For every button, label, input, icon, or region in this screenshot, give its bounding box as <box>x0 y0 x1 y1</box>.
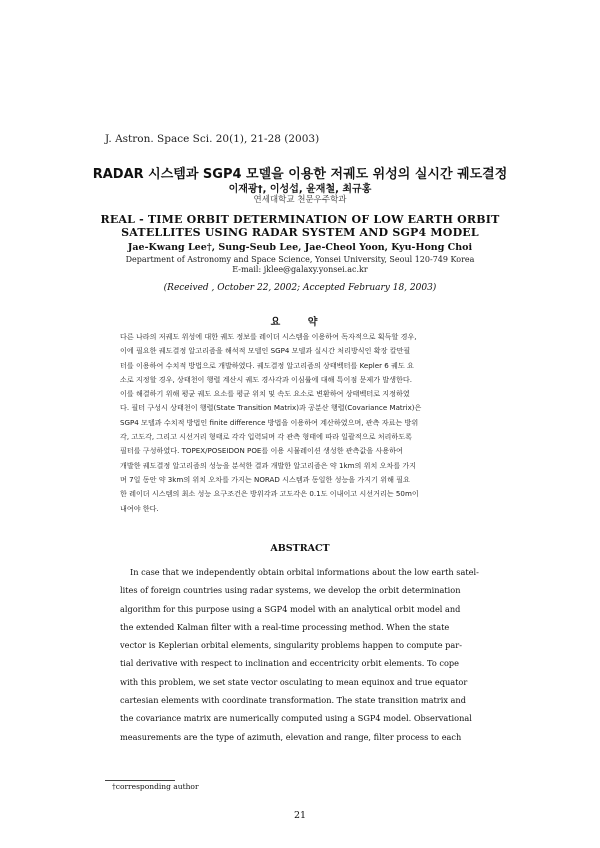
english-affiliation: Department of Astronomy and Space Science, Yonsei University, Seoul 120-749 Korea <box>125 255 475 264</box>
korean-title: RADAR 시스템과 SGP4 모델을 이용한 저궤도 위성의 실시간 궤도결정 <box>92 167 508 182</box>
page-number: 21 <box>293 810 307 821</box>
abstract-line: the extended Kalman filter with a real-time processing method. When the state <box>120 621 450 632</box>
korean-abstract-line: 개발한 궤도결정 알고리즘의 성능을 분석한 결과 개발한 알고리즘은 약 1km의 위치 오차를 가지 <box>120 460 417 470</box>
korean-abstract-line: 이를 해결하기 위해 평균 궤도 요소를 평균 위치 및 속도 요소로 변환하여 상태벡터로 지정하였 <box>120 389 410 399</box>
received-dates: (Received , October 22, 2002; Accepted February 18, 2003) <box>163 283 437 293</box>
abstract-body <box>120 563 484 746</box>
korean-abstract-line: 필터를 구성하였다. TOPEX/POSEIDON POE를 이용 시뮬레이션 생성한 관측값을 사용하여 <box>120 446 403 456</box>
korean-abstract-line: 다. 필터 구성시 상태천이 행렬(State Transition Matrix)과 공분산 행렬(Covariance Matrix)은 <box>120 403 422 413</box>
abstract-line: cartesian elements with coordinate transformation. The state transition matrix and <box>120 695 466 706</box>
journal-reference: J. Astron. Space Sci. 20(1), 21-28 (2003) <box>105 133 320 145</box>
korean-abstract-line: 내여야 한다. <box>120 503 159 513</box>
english-authors: Jae-Kwang Lee†, Sung-Seub Lee, Jae-Cheol Yoon, Kyu-Hong Choi <box>127 242 473 253</box>
english-title-line-2: SATELLITES USING RADAR SYSTEM AND SGP4 MODEL <box>121 226 479 239</box>
korean-abstract-line: 소로 지정할 경우, 상태천이 행렬 계산시 궤도 경사각과 이심률에 대해 특이점 문제가 발생한다. <box>120 374 412 384</box>
abstract-line: vector is Keplerian orbital elements, singularity problems happen to compute par- <box>120 640 462 651</box>
korean-abstract-line: 다른 나라의 저궤도 위성에 대한 궤도 정보를 레이더 시스템을 이용하여 독자적으로 획득할 경우, <box>120 332 417 341</box>
korean-authors: 이재광†, 이성섭, 윤재철, 최규홍 <box>228 184 372 195</box>
abstract-heading: ABSTRACT <box>270 543 330 554</box>
abstract-line: lites of foreign countries using radar systems, we develop the orbit determination <box>120 585 461 596</box>
english-affiliation-block <box>0 255 600 275</box>
abstract-line: with this problem, we set state vector osculating to mean equinox and true equator <box>120 676 468 687</box>
footnote: †corresponding author <box>112 782 199 791</box>
korean-abstract-line: 터를 이용하여 수치적 방법으로 개발하였다. 궤도결정 알고리즘의 상태벡터를 Kepler 6 궤도 요 <box>120 360 414 370</box>
korean-abstract-body <box>120 330 482 516</box>
abstract-line: the covariance matrix are numerically computed using a SGP4 model. Observational <box>120 713 472 724</box>
abstract-line: measurements are the type of azimuth, elevation and range, filter process to each <box>120 731 462 742</box>
korean-abstract-line: SGP4 모델과 수치적 방법인 finite difference 방법을 이용하여 계산하였으며, 관측 자료는 방위 <box>120 417 419 427</box>
author-email: E-mail: jklee@galaxy.yonsei.ac.kr <box>232 265 368 274</box>
abstract-line: tial derivative with respect to inclination and eccentricity orbit elements. To cope <box>120 658 459 669</box>
abstract-line: algorithm for this purpose using a SGP4 model with an analytical orbit model and <box>120 603 461 614</box>
korean-abstract-line: 이에 필요한 궤도결정 알고리즘을 해석적 모델인 SGP4 모델과 실시간 처리방식인 확장 칼만필 <box>120 346 411 356</box>
korean-abstract-line: 각, 고도각, 그리고 시선거리 형태로 각각 입력되며 각 관측 형태에 따라 일괄적으로 처리하도록 <box>120 432 412 442</box>
footnote-divider <box>105 780 175 781</box>
korean-abstract-line: 며 7일 동안 약 3km의 위치 오차를 가지는 NORAD 시스템과 동일한 성능을 가지기 위해 필요 <box>120 474 410 484</box>
korean-abstract-line: 한 레이더 시스템의 최소 성능 요구조건은 방위각과 고도각은 0.1도 이내이고 시선거리는 50m이 <box>120 489 419 499</box>
english-title <box>0 213 600 239</box>
korean-abstract-heading: 요 약 <box>270 317 330 328</box>
english-title-line-1: REAL - TIME ORBIT DETERMINATION OF LOW EARTH ORBIT <box>100 213 500 226</box>
korean-affiliation: 연세대학교 천문우주학과 <box>253 195 347 205</box>
abstract-line: In case that we independently obtain orbital informations about the low earth satel- <box>130 567 479 577</box>
